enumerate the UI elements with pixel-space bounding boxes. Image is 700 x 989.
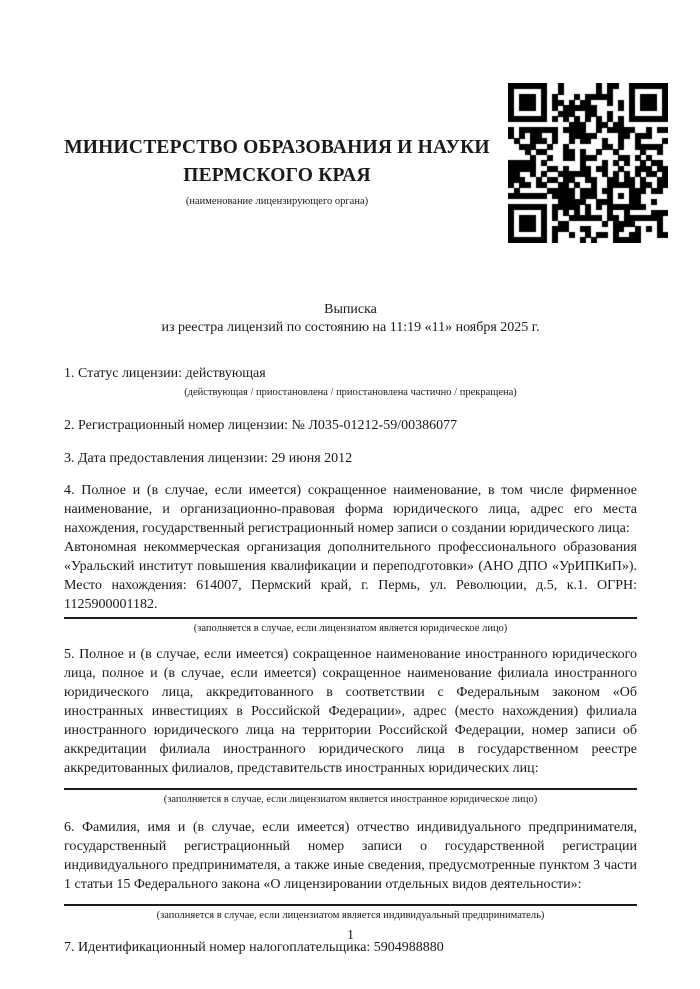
legal-entity-label: 4. Полное и (в случае, если имеется) сокращенное наименование, в том числе фирменное наименование, и организационно-правовая форма юридического лица, адрес его места нахождения, государственный регистрационный номер записи о создании юридического лица: xyxy=(64,483,637,536)
document-body xyxy=(64,364,637,957)
legal-entity-fill-line xyxy=(64,617,637,619)
item-license-date xyxy=(64,449,637,468)
page-number: 1 xyxy=(347,928,354,943)
item-registration-number xyxy=(64,416,637,435)
foreign-entity-fill-line xyxy=(64,788,637,790)
item-license-status xyxy=(64,364,637,400)
licensing-authority-header xyxy=(64,134,490,209)
item-individual-entrepreneur xyxy=(64,818,637,923)
ministry-name-note: (наименование лицензирующего органа) xyxy=(185,196,369,207)
qr-code xyxy=(508,83,668,243)
ministry-name-line2: ПЕРМСКОГО КРАЯ xyxy=(183,165,371,186)
ministry-name-line1: МИНИСТЕРСТВО ОБРАЗОВАНИЯ И НАУКИ xyxy=(64,137,490,158)
document-title-block xyxy=(64,301,637,337)
individual-entrepreneur-label: 6. Фамилия, имя и (в случае, если имеется) отчество индивидуального предпринимателя, государственный регистрационный номер записи о государственной регистрации индивидуального предпринимателя, а также иные сведения, предусмотренные пунктом 3 части 1 статьи 15 Федерального закона «О лицензировании отдельных видов деятельности»: xyxy=(64,820,637,892)
license-status-text: 1. Статус лицензии: действующая xyxy=(64,366,266,381)
document-subtitle: из реестра лицензий по состоянию на 11:19 «11» ноября 2025 г. xyxy=(161,320,540,335)
item-legal-entity xyxy=(64,481,637,636)
document-title: Выписка xyxy=(324,302,377,317)
legal-entity-value: Автономная некоммерческая организация дополнительного профессионального образования «Уральский институт повышения квалификации и переподготовки» (АНО ДПО «УрИПКиП»). Место нахождения: 614007, Пермский край, г. Пермь, ул. Революции, д.5, к.1. ОГРН: 1125900001182. xyxy=(64,540,637,612)
registration-number-text: 2. Регистрационный номер лицензии: № Л035-01212-59/00386077 xyxy=(64,418,458,433)
license-status-options-note: (действующая / приостановлена / приостановлена частично / прекращена) xyxy=(184,387,517,398)
legal-entity-fill-note: (заполняется в случае, если лицензиатом является юридическое лицо) xyxy=(193,623,508,634)
license-date-text: 3. Дата предоставления лицензии: 29 июня 2012 xyxy=(64,451,353,466)
qr-code-image xyxy=(508,83,668,243)
item-foreign-entity xyxy=(64,645,637,807)
foreign-entity-fill-note: (заполняется в случае, если лицензиатом является иностранное юридическое лицо) xyxy=(163,794,538,805)
individual-entrepreneur-fill-line xyxy=(64,904,637,906)
foreign-entity-label: 5. Полное и (в случае, если имеется) сокращенное наименование иностранного юридического лица, полное и (в случае, если имеется) сокращенное наименование филиала иностранного юридического лица, аккредитованного в соответствии с Федеральным законом «Об иностранных инвестициях в Российской Федерации», адрес (место нахождения) филиала иностранного юридического лица на территории Российской Федерации, номер записи об аккредитации филиала иностранного юридического лица в государственном реестре аккредитованных филиалов, представительств иностранных юридических лиц: xyxy=(64,647,637,776)
individual-entrepreneur-fill-note: (заполняется в случае, если лицензиатом является индивидуальный предприниматель) xyxy=(156,910,545,921)
taxpayer-number-text: 7. Идентификационный номер налогоплательщика: 5904988880 xyxy=(64,940,444,955)
